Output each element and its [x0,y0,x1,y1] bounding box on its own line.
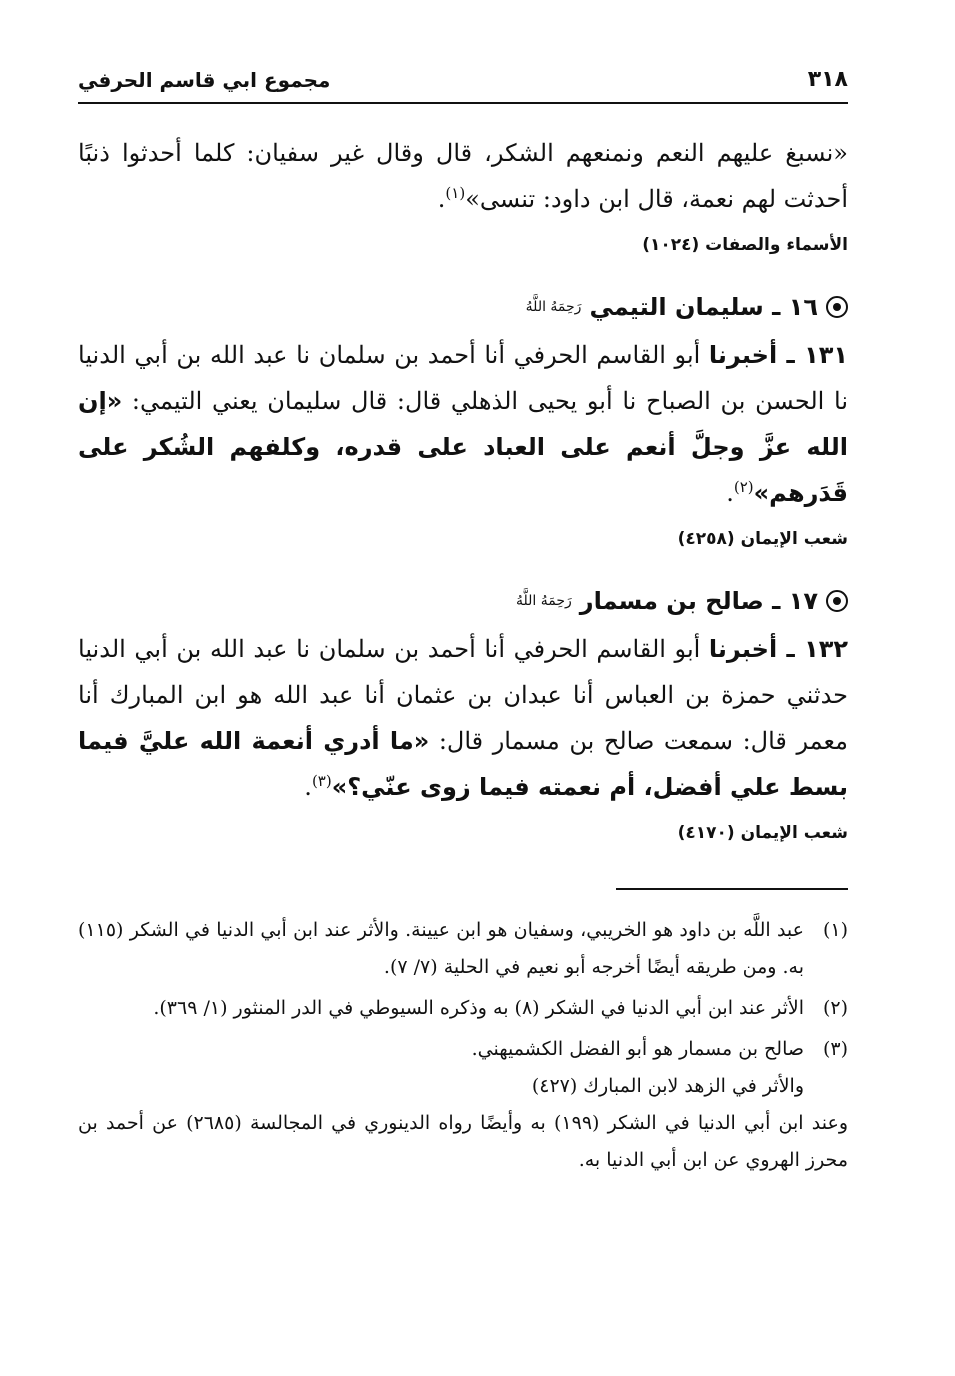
honorific: رَحِمَهُ اللَّهُ [525,299,582,315]
book-page [78,58,848,1179]
footnote-ref-3: (٣) [311,772,332,790]
section-17-title: ١٧ ـ صالح بن مسمار [579,587,818,615]
source-reference-2: شعب الإيمان (٤٢٥٨) [677,529,848,549]
section-16-heading [78,288,848,326]
footnote-ref-2: (٢) [733,478,754,496]
narration-quote: «ما أدري أنعمة الله عليَّ فيما بسط علي أفضل، أم نعمته فيما زوى عنّي؟» [78,727,848,801]
narration-131 [78,332,848,516]
period: . [726,479,734,507]
source-reference-1: الأسماء والصفات (١٠٢٤) [642,235,848,255]
source-reference-3: شعب الإيمان (٤١٧٠) [677,823,848,843]
footnote-ref-1: (١) [445,184,466,202]
section-17-heading [78,582,848,620]
footnote-separator [616,888,848,890]
footnote-number: (٢) [822,997,848,1019]
honorific: رَحِمَهُ اللَّهُ [515,593,572,609]
narration-number: ١٣٢ ـ أخبرنا [708,635,849,663]
header-rule [78,102,848,104]
narration-number: ١٣١ ـ أخبرنا [708,341,849,369]
footnote-text: عبد اللَّه بن داود هو الخريبي، وسفيان هو ابن عيينة. والأثر عند ابن أبي الدنيا في الشكر (١١٥) به. ومن طريقه أيضًا أخرجه أبو نعيم في الحلية (٧/ ٧). [78,919,804,978]
footnote-3-continuation: وعند ابن أبي الدنيا في الشكر (١٩٩) به وأيضًا رواه الدينوري في المجالسة (٢٦٨٥) عن أحمد بن محرز الهروي عن ابن أبي الدنيا به. [78,1112,848,1171]
footnote-line: صالح بن مسمار هو أبو الفضل الكشميهني. [471,1038,804,1060]
footnote-3 [78,1031,848,1105]
narration-chain: أبو القاسم الحرفي أنا أحمد بن سلمان نا عبد الله بن أبي الدنيا حدثني حمزة بن العباس أنا عبدان بن عثمان أنا عبد الله هو ابن المبارك أنا معمر قال: سمعت صالح بن مسمار قال: [78,635,848,755]
footnote-text-block [78,1031,804,1105]
quote-continuation-text: «نسبغ عليهم النعم ونمنعهم الشكر، قال وقال غير سفيان: كلما أحدثوا ذنبًا أحدثت لهم نعمة، قال ابن داود: تنسى» [78,139,848,213]
section-16-title: ١٦ ـ سليمان التيمي [589,293,818,321]
narration-132 [78,626,848,810]
period: . [437,185,446,213]
footnote-text: الأثر عند ابن أبي الدنيا في الشكر (٨) به وذكره السيوطي في الدر المنثور (١/ ٣٦٩). [153,997,804,1019]
footnote-line: والأثر في الزهد لابن المبارك (٤٢٧) [531,1075,804,1097]
flower-ornament-icon [826,296,848,318]
flower-ornament-icon [826,590,848,612]
narration-chain: أبو القاسم الحرفي أنا أحمد بن سلمان نا عبد الله بن أبي الدنيا نا الحسن بن الصباح نا أبو يحيى الذهلي قال: قال سليمان يعني التيمي: [78,341,848,415]
quote-continuation [78,130,848,222]
page-number: ٣١٨ [807,67,848,92]
footnote-number: (١) [822,919,848,941]
footnote-2 [78,990,848,1027]
footnote-number: (٣) [822,1038,848,1060]
running-header [78,58,848,92]
book-title: مجموع ابي قاسم الحرفي [78,68,331,92]
narration-quote: «إن الله عزَّ وجلَّ أنعم على العباد على قدره، وكلفهم الشُكر على قَدَرهم» [78,387,848,507]
period: . [304,773,312,801]
footnote-1 [78,912,848,986]
